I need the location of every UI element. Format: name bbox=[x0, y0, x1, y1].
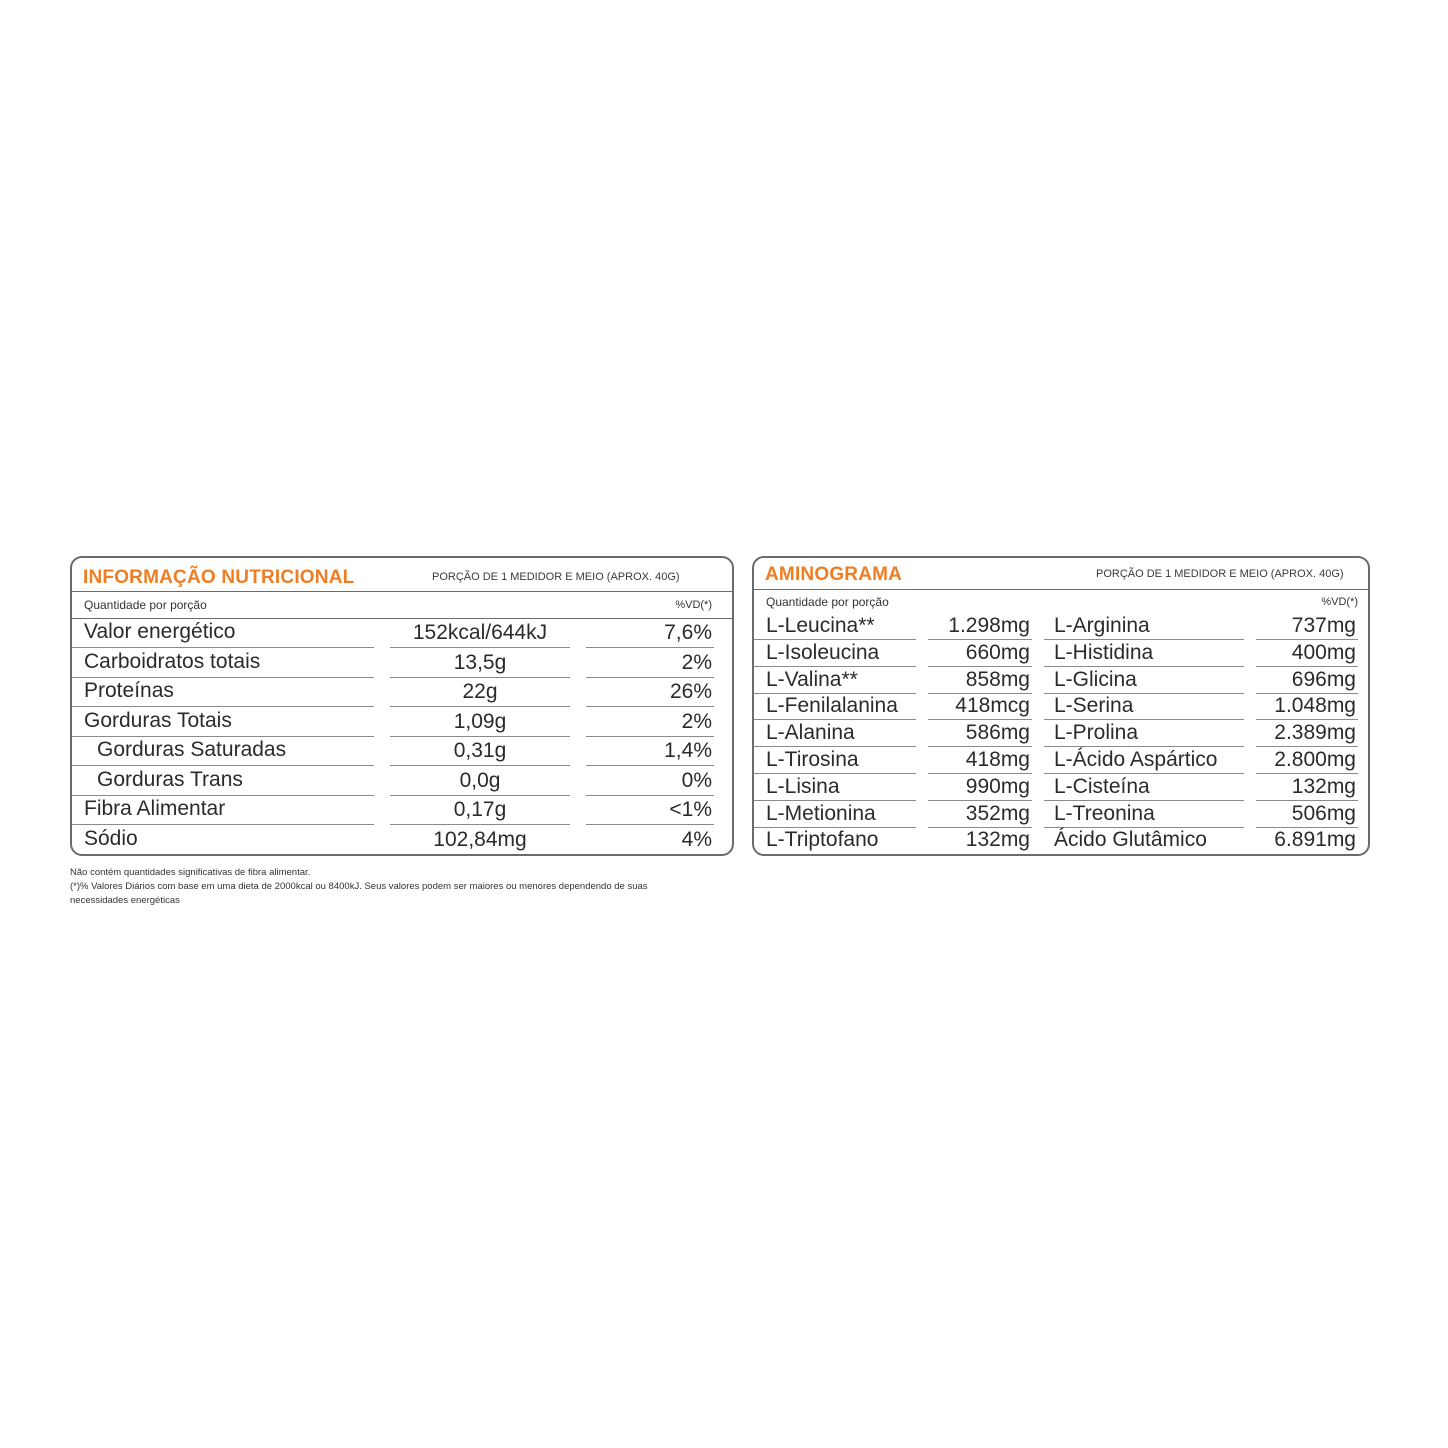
row-divider bbox=[72, 677, 374, 678]
footnote-2: (*)% Valores Diários com base em uma dieta de 2000kcal ou 8400kJ. Seus valores podem ser maiores ou menores dependendo de suas bbox=[70, 881, 648, 892]
amino-acid-amount: 352mg bbox=[965, 801, 1030, 825]
amino-acid-name: L-Valina** bbox=[766, 667, 858, 691]
nutrient-vd: 2% bbox=[681, 650, 712, 674]
nutrient-amount: 102,84mg bbox=[433, 827, 527, 851]
footnote-3: necessidades energéticas bbox=[70, 895, 180, 906]
amino-acid-amount: 132mg bbox=[1291, 774, 1356, 798]
nutrition-facts-panel bbox=[70, 556, 734, 856]
nutrient-amount: 0,17g bbox=[453, 798, 507, 821]
nutrient-vd: 0% bbox=[681, 768, 712, 792]
nutrient-name: Valor energético bbox=[84, 620, 236, 643]
row-divider bbox=[390, 677, 570, 678]
row-divider bbox=[72, 765, 374, 766]
row-divider bbox=[72, 736, 374, 737]
amino-acid-amount: 1.048mg bbox=[1274, 694, 1356, 718]
row-divider bbox=[390, 647, 570, 648]
amino-acid-amount: 737mg bbox=[1291, 614, 1356, 637]
nutrient-name: Gorduras Totais bbox=[84, 708, 232, 732]
amino-acid-name: L-Serina bbox=[1054, 694, 1134, 718]
nutrition-title: INFORMAÇÃO NUTRICIONAL bbox=[83, 567, 355, 588]
row-divider bbox=[72, 824, 374, 825]
row-divider bbox=[390, 736, 570, 737]
amino-acid-name: Ácido Glutâmico bbox=[1054, 828, 1207, 852]
amino-vd-label: %VD(*) bbox=[1321, 596, 1358, 608]
amino-acid-amount: 2.800mg bbox=[1274, 748, 1356, 771]
amino-acid-amount: 400mg bbox=[1291, 640, 1356, 664]
nutrient-vd: <1% bbox=[669, 798, 712, 821]
nutrient-amount: 13,5g bbox=[453, 650, 507, 674]
nutrient-name: Sódio bbox=[84, 826, 138, 850]
row-divider bbox=[586, 736, 714, 737]
amino-acid-amount: 1.298mg bbox=[948, 614, 1030, 637]
row-divider bbox=[586, 706, 714, 707]
amino-acid-amount: 132mg bbox=[965, 828, 1030, 852]
amino-title: AMINOGRAMA bbox=[765, 564, 903, 585]
row-divider bbox=[586, 677, 714, 678]
quantity-label: Quantidade por porção bbox=[84, 598, 207, 612]
amino-acid-amount: 2.389mg bbox=[1274, 721, 1356, 745]
amino-acid-name: L-Isoleucina bbox=[766, 640, 880, 664]
amino-acid-name: L-Triptofano bbox=[766, 828, 879, 852]
amino-acid-name: L-Lisina bbox=[766, 774, 840, 798]
row-divider bbox=[72, 795, 374, 796]
nutrition-portion: PORÇÃO DE 1 MEDIDOR E MEIO (APROX. 40G) bbox=[432, 571, 680, 583]
nutrient-amount: 1,09g bbox=[453, 709, 507, 733]
row-divider bbox=[72, 647, 374, 648]
nutrient-name: Gorduras Saturadas bbox=[97, 738, 287, 761]
amino-acid-amount: 696mg bbox=[1291, 667, 1356, 691]
nutrient-amount: 22g bbox=[462, 680, 498, 703]
nutrient-amount: 152kcal/644kJ bbox=[412, 621, 548, 644]
nutrient-amount: 0,0g bbox=[459, 768, 501, 792]
amino-acid-name: L-Treonina bbox=[1054, 801, 1155, 825]
amino-acid-name: L-Metionina bbox=[766, 801, 876, 825]
nutrient-vd: 2% bbox=[681, 709, 712, 733]
amino-acid-name: L-Fenilalanina bbox=[766, 694, 898, 718]
row-divider bbox=[390, 706, 570, 707]
amino-acid-amount: 418mg bbox=[965, 748, 1030, 771]
row-divider bbox=[586, 795, 714, 796]
row-divider bbox=[390, 795, 570, 796]
nutrient-vd: 26% bbox=[669, 680, 712, 703]
nutrient-vd: 4% bbox=[681, 827, 712, 851]
nutrient-vd: 1,4% bbox=[664, 739, 712, 762]
amino-acid-name: L-Leucina** bbox=[766, 614, 875, 637]
amino-acid-name: L-Cisteína bbox=[1054, 774, 1150, 798]
row-divider bbox=[72, 706, 374, 707]
amino-acid-name: L-Histidina bbox=[1054, 640, 1154, 664]
amino-acid-name: L-Glicina bbox=[1054, 667, 1137, 691]
row-divider bbox=[586, 647, 714, 648]
nutrient-name: Fibra Alimentar bbox=[84, 797, 226, 820]
nutrient-name: Carboidratos totais bbox=[84, 649, 261, 673]
amino-quantity-label: Quantidade por porção bbox=[766, 595, 889, 609]
nutrient-name: Proteínas bbox=[84, 679, 174, 702]
amino-acid-amount: 990mg bbox=[965, 774, 1030, 798]
divider bbox=[754, 589, 1368, 590]
nutrient-name: Gorduras Trans bbox=[97, 767, 243, 791]
amino-acid-name: L-Prolina bbox=[1054, 721, 1139, 745]
divider bbox=[72, 591, 732, 592]
row-divider bbox=[586, 765, 714, 766]
nutrient-amount: 0,31g bbox=[453, 739, 507, 762]
amino-acid-amount: 858mg bbox=[965, 667, 1030, 691]
row-divider bbox=[586, 824, 714, 825]
amino-acid-amount: 6.891mg bbox=[1274, 828, 1356, 852]
row-divider bbox=[390, 824, 570, 825]
amino-acid-name: L-Arginina bbox=[1054, 614, 1150, 637]
vd-label: %VD(*) bbox=[675, 599, 712, 611]
amino-acid-amount: 660mg bbox=[965, 640, 1030, 664]
amino-acid-name: L-Tirosina bbox=[766, 748, 859, 771]
amino-acid-amount: 586mg bbox=[965, 721, 1030, 745]
amino-portion: PORÇÃO DE 1 MEDIDOR E MEIO (APROX. 40G) bbox=[1096, 568, 1344, 580]
amino-acid-name: L-Alanina bbox=[766, 721, 855, 745]
amino-acid-amount: 418mcg bbox=[955, 694, 1030, 718]
aminogram-panel bbox=[752, 556, 1370, 856]
footnote-1: Não contém quantidades significativas de fibra alimentar. bbox=[70, 867, 311, 878]
nutrient-vd: 7,6% bbox=[664, 621, 712, 644]
amino-acid-name: L-Ácido Aspártico bbox=[1054, 748, 1218, 771]
amino-acid-amount: 506mg bbox=[1291, 801, 1356, 825]
row-divider bbox=[390, 765, 570, 766]
divider bbox=[72, 618, 732, 619]
